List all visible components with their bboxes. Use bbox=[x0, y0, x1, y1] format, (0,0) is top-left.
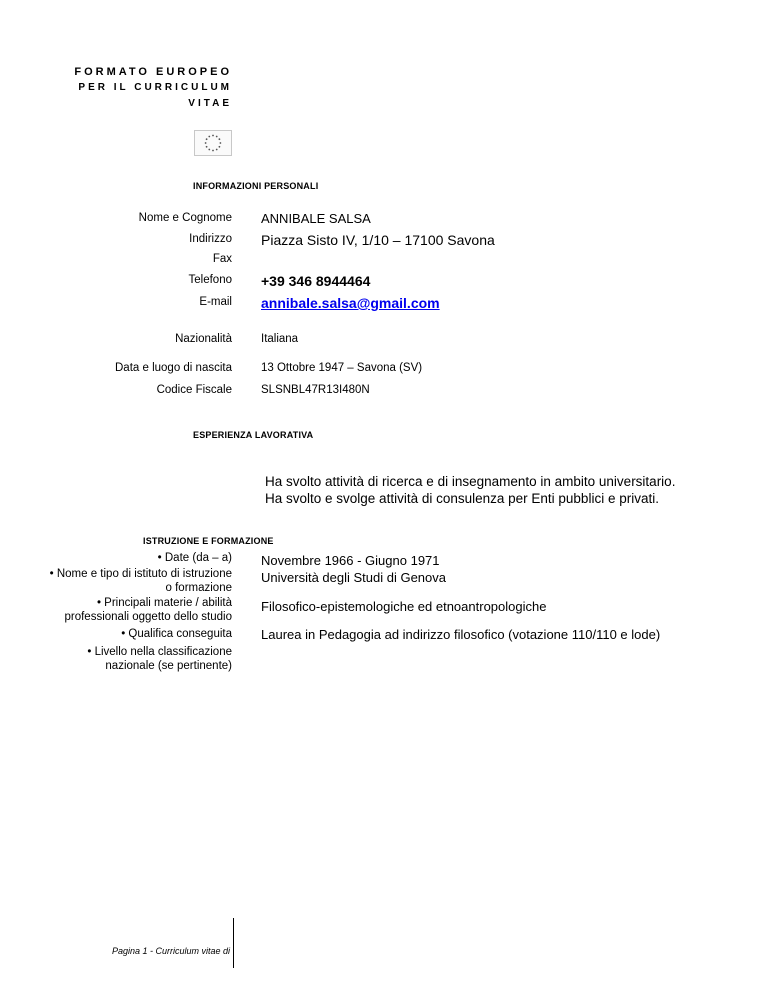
phone-value: +39 346 8944464 bbox=[261, 273, 371, 289]
name-label: Nome e Cognome bbox=[138, 212, 232, 224]
dates-label: • Date (da – a) bbox=[157, 552, 232, 564]
phone-label: Telefono bbox=[188, 274, 232, 286]
subjects-label-line1: • Principali materie / abilità bbox=[96, 597, 232, 609]
email-link[interactable]: annibale.salsa@gmail.com bbox=[261, 295, 440, 311]
page-footer: Pagina 1 - Curriculum vitae di bbox=[112, 946, 231, 956]
section-title-experience-text: ESPERIENZA LAVORATIVA bbox=[193, 430, 314, 440]
eu-flag-icon bbox=[194, 130, 232, 156]
section-title-personal-text: INFORMAZIONI PERSONALI bbox=[193, 181, 319, 191]
subjects-label-line2: professionali oggetto dello studio bbox=[64, 611, 232, 623]
qualification-value: Laurea in Pedagogia ad indirizzo filosofico (votazione 110/110 e lode) bbox=[261, 627, 661, 642]
qualification-label: • Qualifica conseguita bbox=[121, 628, 232, 640]
email-value[interactable] bbox=[261, 295, 440, 311]
taxcode-value: SLSNBL47R13I480N bbox=[261, 384, 370, 396]
section-title-experience bbox=[193, 430, 313, 440]
level-label bbox=[87, 645, 232, 673]
institute-label bbox=[50, 567, 232, 595]
fax-label: Fax bbox=[212, 253, 232, 265]
cv-format-title-line1: FORMATO EUROPEO bbox=[74, 66, 232, 78]
left-column-divider bbox=[233, 918, 234, 968]
address-value: Piazza Sisto IV, 1/10 – 17100 Savona bbox=[261, 232, 495, 248]
institute-label-line1: • Nome e tipo di istituto di istruzione bbox=[49, 568, 232, 580]
experience-line1: Ha svolto attività di ricerca e di insegnamento in ambito universitario. bbox=[265, 474, 676, 489]
section-title-education bbox=[143, 536, 274, 546]
dates-value: Novembre 1966 - Giugno 1971 bbox=[261, 553, 440, 568]
section-title-education-text: ISTRUZIONE E FORMAZIONE bbox=[143, 536, 274, 546]
institute-label-line2: o formazione bbox=[165, 582, 232, 594]
subjects-label bbox=[64, 596, 232, 624]
email-label: E-mail bbox=[199, 296, 232, 308]
subjects-value: Filosofico-epistemologiche ed etnoantropologiche bbox=[261, 599, 547, 614]
experience-line2: Ha svolto e svolge attività di consulenza per Enti pubblici e privati. bbox=[265, 491, 659, 506]
cv-format-title-line3: VITAE bbox=[188, 98, 232, 109]
level-label-line1: • Livello nella classificazione bbox=[87, 646, 232, 658]
nationality-label: Nazionalità bbox=[175, 333, 232, 345]
birth-label: Data e luogo di nascita bbox=[115, 362, 232, 374]
level-label-line2: nazionale (se pertinente) bbox=[105, 660, 232, 672]
taxcode-label: Codice Fiscale bbox=[156, 384, 232, 396]
institute-value: Università degli Studi di Genova bbox=[261, 570, 446, 585]
cv-format-title bbox=[74, 64, 232, 112]
birth-value: 13 Ottobre 1947 – Savona (SV) bbox=[261, 362, 423, 374]
cv-format-title-line2: PER IL CURRICULUM bbox=[78, 82, 232, 93]
address-label: Indirizzo bbox=[189, 233, 232, 245]
nationality-value: Italiana bbox=[261, 333, 299, 345]
name-value: ANNIBALE SALSA bbox=[261, 211, 371, 226]
section-title-personal bbox=[193, 181, 318, 191]
